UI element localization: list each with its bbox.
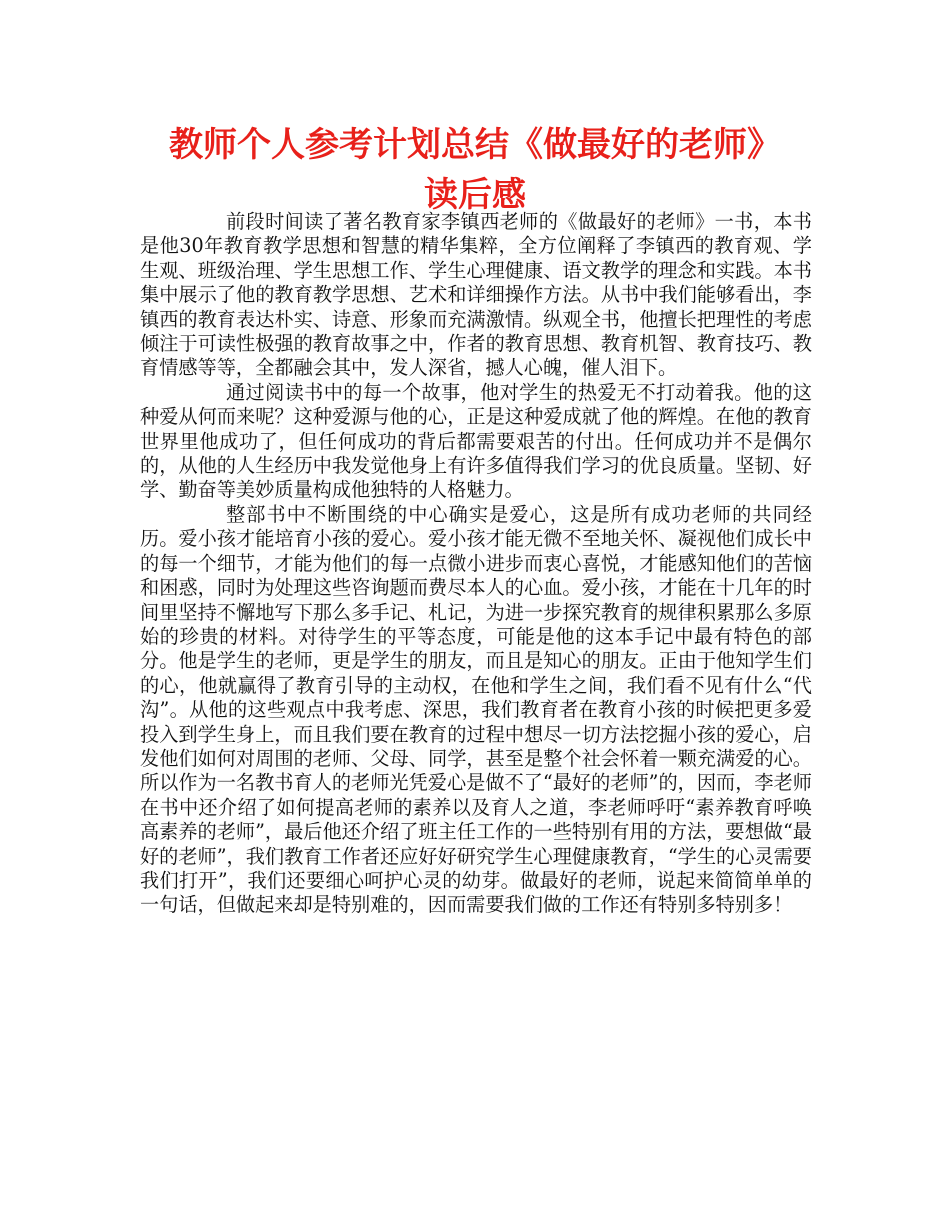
document-body [140, 210, 812, 918]
document-title [130, 120, 820, 220]
paragraph-2: 通过阅读书中的每一个故事，他对学生的热爱无不打动着我。他的这种爱从何而来呢？这种爱源与他的心，正是这种爱成就了他的辉煌。在他的教育世界里他成功了，但任何成功的背后都需要艰苦的付出。任何成功并不是偶尔的，从他的人生经历中我发觉他身上有许多值得我们学习的优良质量。坚韧、好学、勤奋等美妙质量构成他独特的人格魅力。 [140, 380, 812, 502]
title-line-1: 教师个人参考计划总结《做最好的老师》 [169, 125, 781, 165]
title-line-2: 读后感 [424, 175, 526, 215]
paragraph-3: 整部书中不断围绕的中心确实是爱心，这是所有成功老师的共同经历。爱小孩才能培育小孩的爱心。爱小孩才能无微不至地关怀、凝视他们成长中的每一个细节，才能为他们的每一点微小进步而衷心喜悦，才能感知他们的苦恼和困惑，同时为处理这些咨询题而费尽本人的心血。爱小孩，才能在十几年的时间里坚持不懈地写下那么多手记、札记，为进一步探究教育的规律积累那么多原始的珍贵的材料。对待学生的平等态度，可能是他的这本手记中最有特色的部分。他是学生的老师，更是学生的朋友，而且是知心的朋友。正由于他知学生们的心，他就赢得了教育引导的主动权，在他和学生之间，我们看不见有什么“代沟”。从他的这些观点中我考虑、深思，我们教育者在教育小孩的时候把更多爱投入到学生身上，而且我们要在教育的过程中想尽一切方法挖掘小孩的爱心，启发他们如何对周围的老师、父母、同学，甚至是整个社会怀着一颗充满爱的心。所以作为一名教书育人的老师光凭爱心是做不了“最好的老师”的，因而，李老师在书中还介绍了如何提高老师的素养以及育人之道，李老师呼吁“素养教育呼唤高素养的老师”，最后他还介绍了班主任工作的一些特别有用的方法，要想做“最好的老师”，我们教育工作者还应好好研究学生心理健康教育，“学生的心灵需要我们打开”，我们还要细心呵护心灵的幼芽。做最好的老师，说起来简简单单的一句话，但做起来却是特别难的，因而需要我们做的工作还有特别多特别多！ [140, 502, 812, 917]
paragraph-1: 前段时间读了著名教育家李镇西老师的《做最好的老师》一书，本书是他30年教育教学思想和智慧的精华集粹，全方位阐释了李镇西的教育观、学生观、班级治理、学生思想工作、学生心理健康、语文教学的理念和实践。本书集中展示了他的教育教学思想、艺术和详细操作方法。从书中我们能够看出，李镇西的教育表达朴实、诗意、形象而充满激情。纵观全书，他擅长把理性的考虑倾注于可读性极强的教育故事之中，作者的教育思想、教育机智、教育技巧、教育情感等等，全都融会其中，发人深省，撼人心魄，催人泪下。 [140, 210, 812, 380]
